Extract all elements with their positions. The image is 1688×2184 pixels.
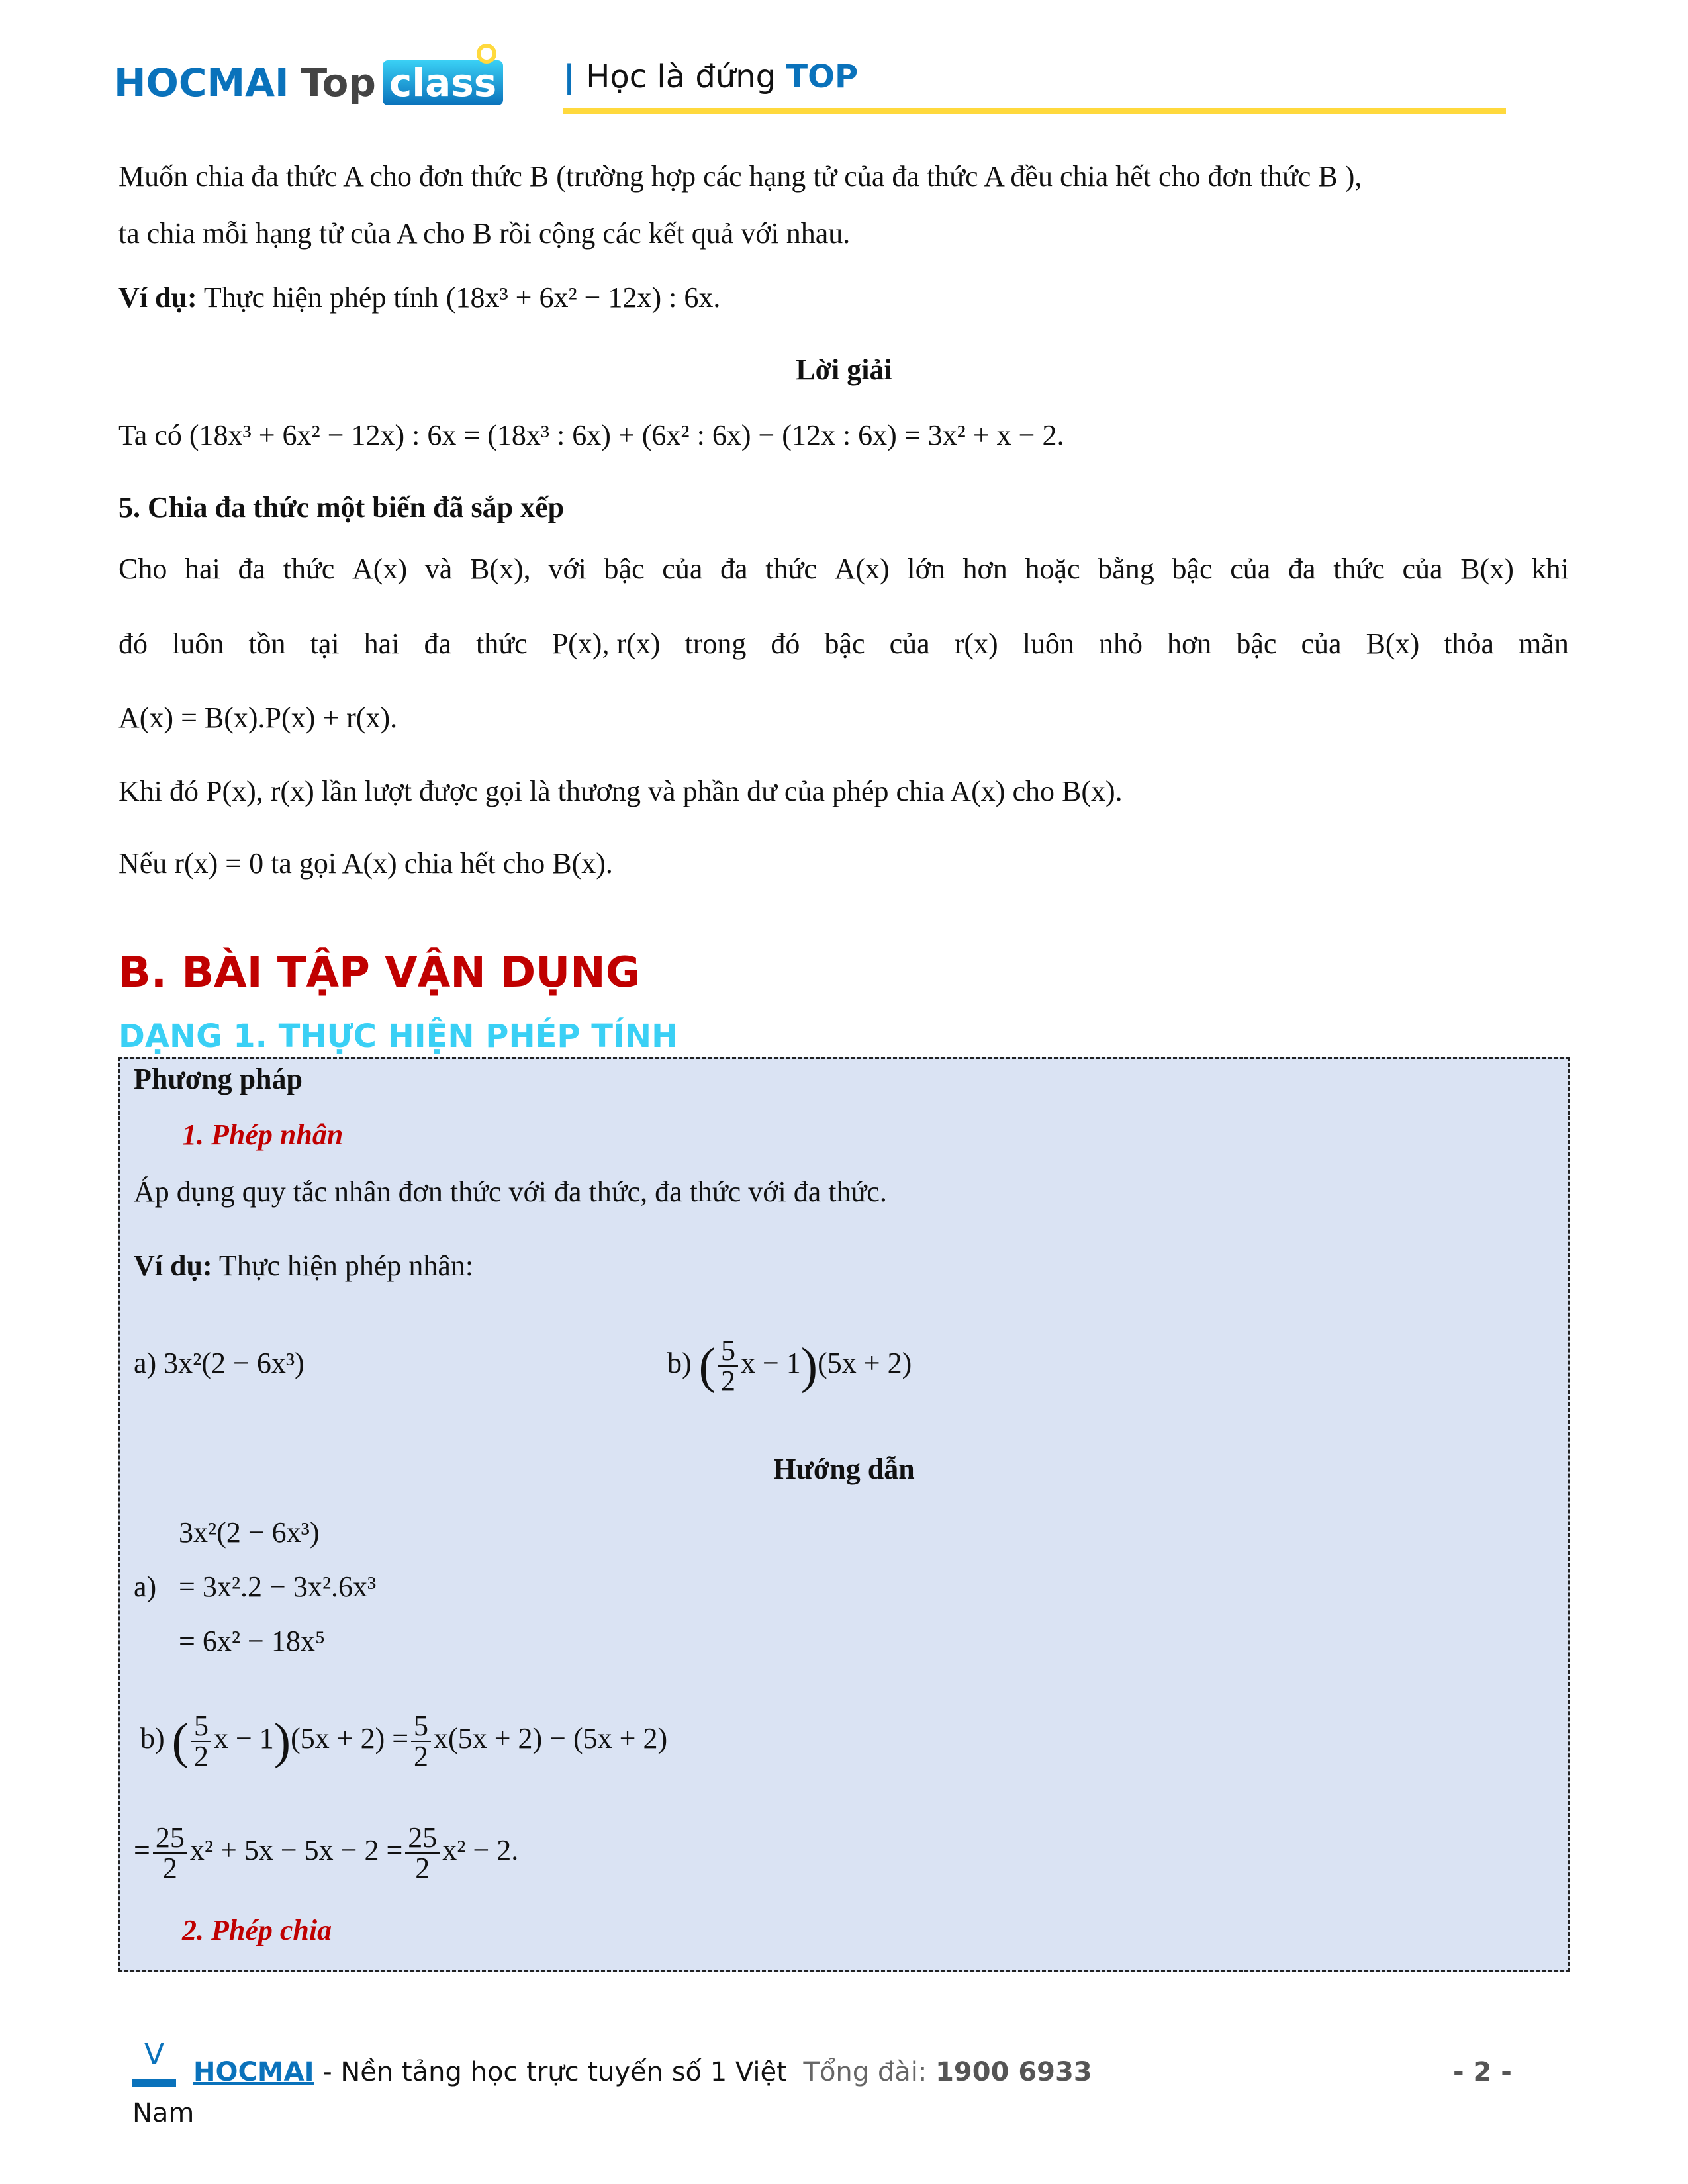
expr: (5x + 2) = (291, 1722, 409, 1754)
example-text: Thực hiện phép nhân: (218, 1250, 474, 1282)
rule-text: Áp dụng quy tắc nhân đơn thức với đa thức, đa thức với đa thức. (134, 1175, 887, 1208)
footer-brand-link[interactable]: HOCMAI (193, 2057, 314, 2087)
numerator: 5 (718, 1336, 738, 1367)
word: Cho (118, 553, 167, 585)
footer (193, 2057, 1092, 2087)
word: luôn (172, 627, 224, 660)
fraction (411, 1711, 431, 1771)
word: của (1402, 553, 1443, 585)
paragraph-line: Khi đó P(x), r(x) lần lượt được gọi là thương và phần dư của phép chia A(x) cho B(x). (118, 775, 1123, 807)
expr: x² − 2. (442, 1834, 519, 1866)
tagline: | Học là đứng TOP (563, 58, 859, 95)
item-division: 2. Phép chia (182, 1914, 332, 1946)
word: nhỏ (1098, 627, 1143, 660)
word: của (889, 627, 930, 660)
logo-hocmai: HOCMAI (114, 60, 289, 105)
word: bậc (1172, 553, 1213, 585)
example-a: a) 3x²(2 − 6x³) (134, 1347, 305, 1379)
example-line (118, 279, 720, 316)
label: b) (667, 1347, 692, 1379)
work-line-b: b) ( $\frac{5}{2}$ x − 1)(5x + 2) = $\frac{5}{2}$ x(5x + 2) − (5x + 2) (140, 1709, 668, 1772)
word: bậc (604, 553, 645, 585)
expr: x(5x + 2) − (5x + 2) (434, 1722, 668, 1754)
fraction (405, 1823, 440, 1883)
word: của (1301, 627, 1342, 660)
tagline-top: TOP (786, 58, 859, 95)
word: và (424, 553, 453, 585)
word: đa (1288, 553, 1316, 585)
denominator: 2 (414, 1739, 429, 1772)
logo-class: class (383, 60, 503, 105)
word: thức (476, 627, 528, 660)
word: của (662, 553, 703, 585)
paragraph-line (118, 625, 1569, 662)
header-divider (563, 108, 1506, 114)
word: đa (238, 553, 266, 585)
word: thức (765, 553, 817, 585)
fraction (153, 1823, 187, 1883)
numerator: 25 (405, 1823, 440, 1854)
footer-text: - Nền tảng học trực tuyến số 1 Việt (322, 2057, 787, 2087)
expr: x − 1 (740, 1347, 801, 1379)
word: A(x) (352, 553, 408, 585)
example-label: Ví dụ: (118, 281, 197, 314)
dang-1-title: DẠNG 1. THỰC HIỆN PHÉP TÍNH (118, 1018, 679, 1055)
word: B(x) (1460, 553, 1514, 585)
word: tồn (248, 627, 286, 660)
word: đó (118, 627, 148, 660)
heading-5: 5. Chia đa thức một biến đã sắp xếp (118, 491, 565, 523)
page-number: - 2 - (1453, 2057, 1512, 2087)
work-line: = 3x².2 − 3x².6x³ (179, 1570, 377, 1603)
word: hoặc (1025, 553, 1080, 585)
denominator: 2 (415, 1851, 430, 1884)
word: khi (1531, 553, 1569, 585)
word: của (1230, 553, 1271, 585)
example-line (134, 1248, 473, 1285)
logo-top: Top (301, 60, 376, 105)
gear-icon (477, 44, 496, 64)
paragraph-line: Nếu r(x) = 0 ta gọi A(x) chia hết cho B(x). (118, 847, 613, 880)
word: B(x) (1366, 627, 1420, 660)
word: hơn (962, 553, 1008, 585)
expr: x − 1 (213, 1722, 274, 1754)
item-multiplication: 1. Phép nhân (182, 1118, 344, 1151)
word: A(x) (834, 553, 890, 585)
solution-title: Lời giải (796, 353, 892, 386)
expr: = (134, 1834, 150, 1866)
word: lớn (907, 553, 945, 585)
denominator: 2 (193, 1739, 209, 1772)
work-line: = 6x² − 18x⁵ (179, 1625, 326, 1657)
guide-title: Hướng dẫn (773, 1453, 915, 1485)
word: thức (1333, 553, 1385, 585)
word: bậc (1236, 627, 1277, 660)
paragraph-line (118, 551, 1569, 588)
paragraph-line: ta chia mỗi hạng tử của A cho B rồi cộng các kết quả với nhau. (118, 217, 851, 250)
word: r(x) (954, 627, 998, 660)
method-title: Phương pháp (134, 1063, 303, 1095)
word: tại (310, 627, 340, 660)
work-label: a) (134, 1570, 157, 1603)
word: luôn (1022, 627, 1074, 660)
word: với (548, 553, 586, 585)
formula: A(x) = B(x).P(x) + r(x). (118, 702, 398, 734)
word: thỏa (1444, 627, 1495, 660)
numerator: 5 (411, 1711, 431, 1742)
word: hơn (1167, 627, 1212, 660)
fraction (718, 1336, 738, 1396)
solution-text: Ta có (18x³ + 6x² − 12x) : 6x = (18x³ : 6x) + (6x² : 6x) − (12x : 6x) = 3x² + x − 2. (118, 419, 1064, 451)
expr: (5x + 2) (818, 1347, 912, 1379)
word: đó (771, 627, 800, 660)
word: hai (363, 627, 400, 660)
paragraph-line: Muốn chia đa thức A cho đơn thức B (trường hợp các hạng tử của đa thức A đều chia hết cho đơn thức B ), (118, 160, 1362, 193)
word: bằng (1098, 553, 1154, 585)
section-b-title: B. BÀI TẬP VẬN DỤNG (118, 948, 641, 997)
denominator: 2 (720, 1364, 735, 1397)
numerator: 5 (191, 1711, 211, 1742)
word: B(x), (470, 553, 531, 585)
word: P(x), r(x) (551, 627, 661, 660)
word: trong (684, 627, 747, 660)
hocmai-topclass-logo (114, 53, 503, 113)
word: hai (185, 553, 220, 585)
word: đa (424, 627, 451, 660)
word: bậc (824, 627, 865, 660)
expr: x² + 5x − 5x − 2 = (189, 1834, 403, 1866)
example-b: b) ( $\frac{5}{2}$ x − 1)(5x + 2) (667, 1334, 912, 1397)
fraction (191, 1711, 211, 1771)
hotline-number: 1900 6933 (935, 2057, 1092, 2087)
work-line: 3x²(2 − 6x³) (179, 1516, 320, 1549)
example-text: Thực hiện phép tính (18x³ + 6x² − 12x) : 6x. (203, 281, 721, 314)
numerator: 25 (153, 1823, 187, 1854)
word: đa (720, 553, 748, 585)
hocmai-footer-icon: ⴸ (132, 2038, 176, 2087)
example-label: Ví dụ: (134, 1250, 212, 1282)
tagline-text: Học là đứng (586, 58, 776, 95)
work-line-c (134, 1811, 518, 1890)
hotline-label: Tổng đài: (803, 2057, 927, 2087)
label: b) (140, 1722, 165, 1754)
word: thức (283, 553, 335, 585)
word: mãn (1519, 627, 1569, 660)
denominator: 2 (162, 1851, 177, 1884)
footer-wrap: Nam (132, 2098, 195, 2128)
